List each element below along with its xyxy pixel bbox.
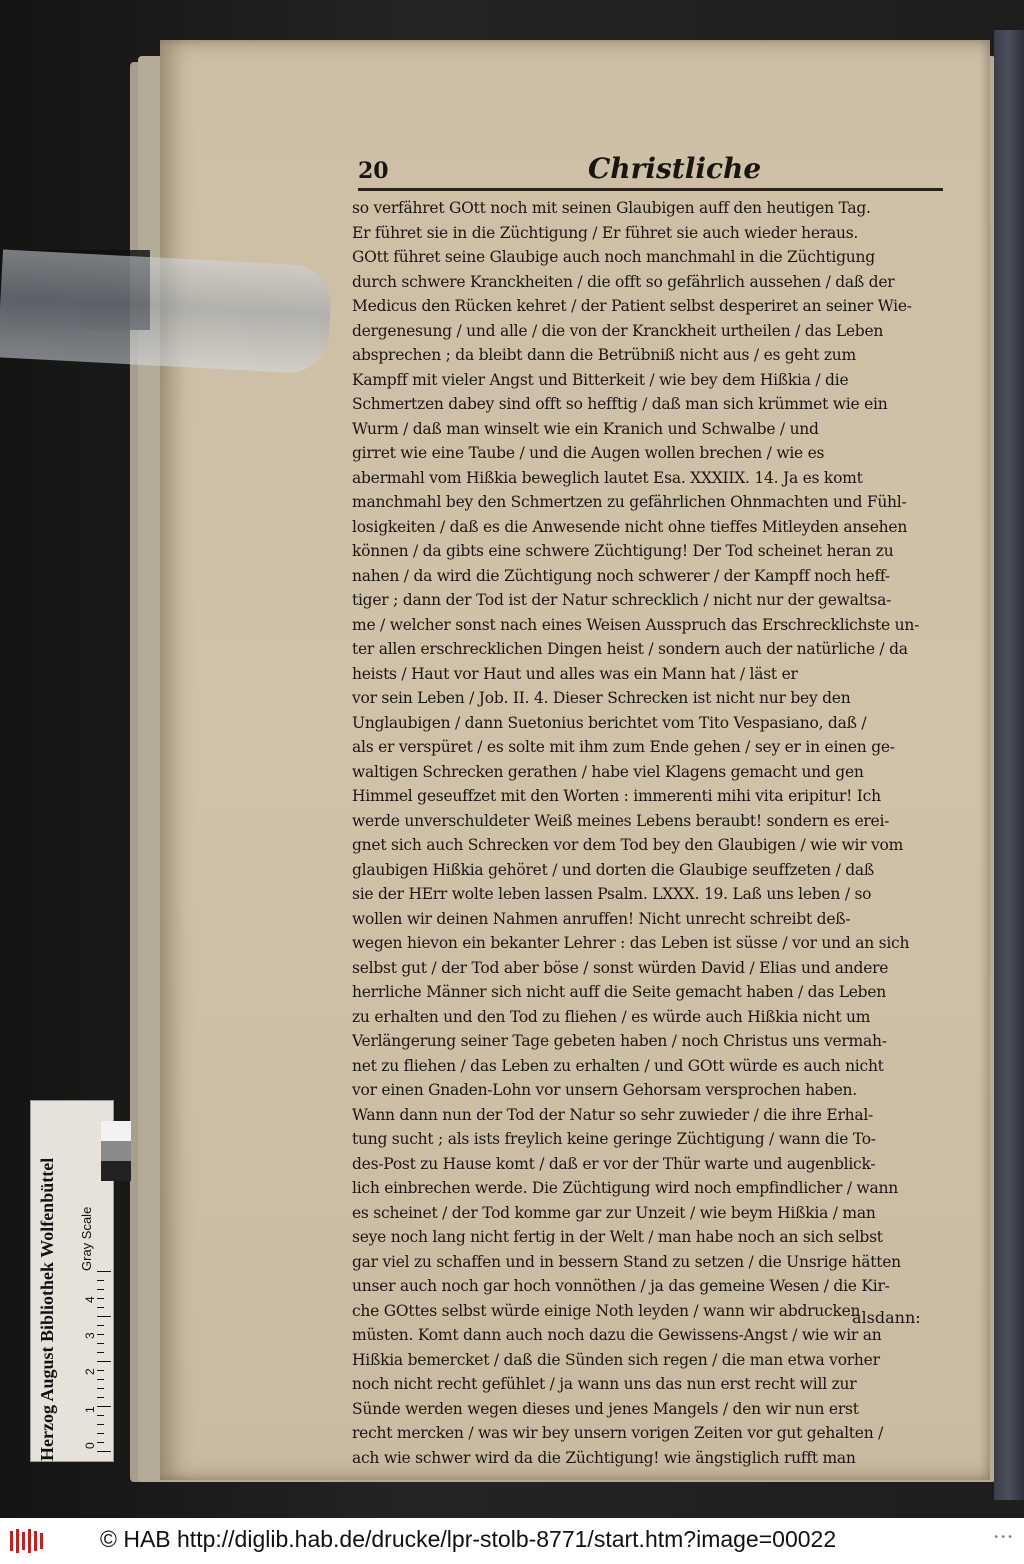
- text-line: es scheinet / der Tod komme gar zur Unzeit / wie beym Hißkia / man: [352, 1203, 876, 1222]
- ruler-tick: [97, 1352, 104, 1353]
- text-line: gar viel zu schaffen und in bessern Stand zu setzen / die Unsrige hätten: [352, 1252, 901, 1271]
- hab-logo-icon: [8, 1527, 48, 1555]
- text-line: glaubigen Hißkia gehöret / und dorten die Glaubige seuffzeten / daß: [352, 860, 875, 879]
- ruler-tick: [97, 1289, 104, 1290]
- ruler-tick: [97, 1298, 104, 1299]
- text-line: tiger ; dann der Tod ist der Natur schrecklich / nicht nur der gewaltsa-: [352, 591, 892, 609]
- text-line: des-Post zu Hause komt / daß er vor der Thür warte und augenblick-: [352, 1154, 876, 1173]
- text-line: girret wie eine Taube / und die Augen wollen brechen / wie es: [352, 444, 825, 462]
- ruler-tick: [97, 1397, 104, 1398]
- header-rule: [358, 188, 943, 191]
- ruler-tick: [97, 1379, 104, 1380]
- text-line: lich einbrechen werde. Die Züchtigung wird noch empfindlicher / wann: [352, 1179, 898, 1197]
- text-line: vor sein Leben / Job. II. 4. Dieser Schrecken ist nicht nur bey den: [352, 689, 851, 707]
- more-dots-icon[interactable]: •••: [993, 1532, 1014, 1543]
- text-line: werde unverschuldeter Weiß meines Lebens beraubt! sondern es erei-: [352, 811, 890, 830]
- page-header: [358, 150, 943, 188]
- text-line: Schmertzen dabey sind offt so hefftig / daß man sich krümmet wie ein: [352, 395, 888, 413]
- gray-scale-label: Gray Scale: [79, 1206, 94, 1271]
- text-line: sie der HErr wolte leben lassen Psalm. LXXX. 19. Laß uns leben / so: [352, 885, 872, 903]
- ruler-tick: [97, 1442, 104, 1443]
- text-line: Wann dann nun der Tod der Natur so sehr zuwieder / die ihre Erhal-: [352, 1105, 874, 1124]
- catchword: alsdann:: [852, 1308, 921, 1327]
- ruler-tick: [97, 1280, 104, 1281]
- ruler-tick: [97, 1451, 111, 1452]
- ruler-label: 2: [83, 1368, 97, 1375]
- text-line: che GOttes selbst würde einige Noth leyden / wann wir abdrucken: [352, 1301, 861, 1320]
- ruler-label: 0: [83, 1442, 97, 1449]
- text-line: nahen / da wird die Züchtigung noch schwerer / der Kampff noch heff-: [352, 566, 890, 585]
- ruler-label: 1: [83, 1406, 97, 1413]
- ruler-tick: [97, 1325, 104, 1326]
- text-line: Sünde werden wegen dieses und jenes Mangels / den wir nun erst: [352, 1399, 859, 1418]
- ruler-tick: [97, 1316, 111, 1317]
- text-line: durch schwere Kranckheiten / die offt so gefährlich aussehen / daß der: [352, 272, 895, 291]
- running-head: Christliche: [588, 152, 762, 185]
- ruler-tick: [97, 1433, 104, 1434]
- ruler-tick: [97, 1388, 104, 1389]
- book-cover-edge: [994, 30, 1024, 1500]
- text-line: noch nicht recht gefühlet / ja wann uns das nun erst recht will zur: [352, 1375, 857, 1393]
- text-line: GOtt führet seine Glaubige auch noch manchmahl in die Züchtigung: [352, 248, 875, 266]
- ruler-tick: [97, 1271, 111, 1272]
- text-line: unser auch noch gar hoch vonnöthen / ja das gemeine Wesen / die Kir-: [352, 1277, 890, 1295]
- text-line: müsten. Komt dann auch noch dazu die Gewissens-Angst / wie wir an: [352, 1326, 882, 1344]
- text-line: vor einen Gnaden-Lohn vor unsern Gehorsam versprochen haben.: [352, 1081, 857, 1099]
- page-clamp: [0, 249, 333, 374]
- text-line: Unglaubigen / dann Suetonius berichtet vom Tito Vespasiano, daß /: [352, 713, 867, 732]
- body-text: [352, 196, 944, 1470]
- text-line: wollen wir deinen Nahmen anruffen! Nicht unrecht schreibt deß-: [352, 909, 851, 928]
- ruler-tick: [97, 1361, 111, 1362]
- text-line: können / da gibts eine schwere Züchtigung! Der Tod scheinet heran zu: [352, 542, 894, 560]
- text-line: selbst gut / der Tod aber böse / sonst würden David / Elias und andere: [352, 958, 889, 977]
- text-line: Er führet sie in die Züchtigung / Er führet sie auch wieder heraus.: [352, 223, 859, 242]
- text-line: herrliche Männer sich nicht auff die Seite gemacht haben / das Leben: [352, 983, 886, 1001]
- text-line: abermahl vom Hißkia beweglich lautet Esa. XXXIIX. 14. Ja es komt: [352, 468, 863, 487]
- text-line: Wurm / daß man winselt wie ein Kranich und Schwalbe / und: [352, 419, 819, 438]
- text-line: als er verspüret / es solte mit ihm zum Ende gehen / sey er in einen ge-: [352, 738, 895, 756]
- text-line: me / welcher sonst nach eines Weisen Ausspruch das Erschrecklichste un-: [352, 615, 920, 634]
- gray-swatch: [101, 1121, 131, 1141]
- text-line: ach wie schwer wird da die Züchtigung! wie ängstiglich rufft man: [352, 1448, 856, 1467]
- text-line: recht mercken / was wir bey unsern vorigen Zeiten vor gut gehalten /: [352, 1424, 884, 1442]
- text-line: heists / Haut vor Haut und alles was ein Mann hat / läst er: [352, 664, 798, 683]
- text-line: dergenesung / und alle / die von der Kranckheit urtheilen / das Leben: [352, 321, 884, 340]
- gray-swatch: [101, 1161, 131, 1181]
- page-number: 20: [358, 158, 389, 184]
- ruler-tick: [97, 1343, 104, 1344]
- ruler-tick: [97, 1370, 104, 1371]
- ruler-tick: [97, 1406, 111, 1407]
- text-line: ter allen erschrecklichen Dingen heist / sondern auch der natürliche / da: [352, 640, 908, 658]
- copyright-url[interactable]: © HAB http://diglib.hab.de/drucke/lpr-stolb-8771/start.htm?image=00022: [100, 1526, 837, 1552]
- ruler-tick: [97, 1424, 104, 1425]
- text-line: zu erhalten und den Tod zu fliehen / es würde auch Hißkia nicht um: [352, 1007, 871, 1026]
- ruler-tick: [97, 1334, 104, 1335]
- text-line: wegen hievon ein bekanter Lehrer : das Leben ist süsse / vor und an sich: [352, 934, 910, 952]
- text-line: Medicus den Rücken kehret / der Patient selbst desperiret an seiner Wie-: [352, 297, 912, 315]
- ruler-label: 4: [83, 1296, 97, 1303]
- text-line: Himmel geseuffzet mit den Worten : immerenti mihi vita eripitur! Ich: [352, 787, 881, 805]
- text-line: absprechen ; da bleibt dann die Betrübniß nicht aus / es geht zum: [352, 346, 856, 364]
- ruler-tick: [97, 1307, 104, 1308]
- text-line: waltigen Schrecken gerathen / habe viel Klagens gemacht und gen: [352, 762, 864, 781]
- text-line: so verfähret GOtt noch mit seinen Glaubigen auff den heutigen Tag.: [352, 199, 871, 217]
- footer-bar: [0, 1518, 1024, 1564]
- text-line: Hißkia bemercket / daß die Sünden sich regen / die man etwa vorher: [352, 1350, 880, 1369]
- ruler-label: 3: [83, 1332, 97, 1339]
- color-calibration-strip: [30, 1100, 114, 1462]
- text-line: gnet sich auch Schrecken vor dem Tod bey den Glaubigen / wie wir vom: [352, 836, 904, 854]
- ruler-tick: [97, 1415, 104, 1416]
- text-line: losigkeiten / daß es die Anwesende nicht ohne tieffes Mitleyden ansehen: [352, 517, 908, 536]
- text-line: net zu fliehen / das Leben zu erhalten / und GOtt würde es auch nicht: [352, 1056, 884, 1075]
- institution-label: Herzog August Bibliothek Wolfenbüttel: [37, 1157, 57, 1461]
- text-line: seye noch lang nicht fertig in der Welt / man habe noch an sich selbst: [352, 1228, 883, 1246]
- text-line: Verlängerung seiner Tage gebeten haben / noch Christus uns vermah-: [352, 1032, 887, 1050]
- gray-swatches: [101, 1121, 131, 1181]
- gray-swatch: [101, 1141, 131, 1161]
- text-line: tung sucht ; als ists freylich keine geringe Züchtigung / wann die To-: [352, 1130, 876, 1148]
- text-line: Kampff mit vieler Angst und Bitterkeit / wie bey dem Hißkia / die: [352, 370, 849, 389]
- text-line: manchmahl bey den Schmertzen zu gefährlichen Ohnmachten und Fühl-: [352, 493, 907, 511]
